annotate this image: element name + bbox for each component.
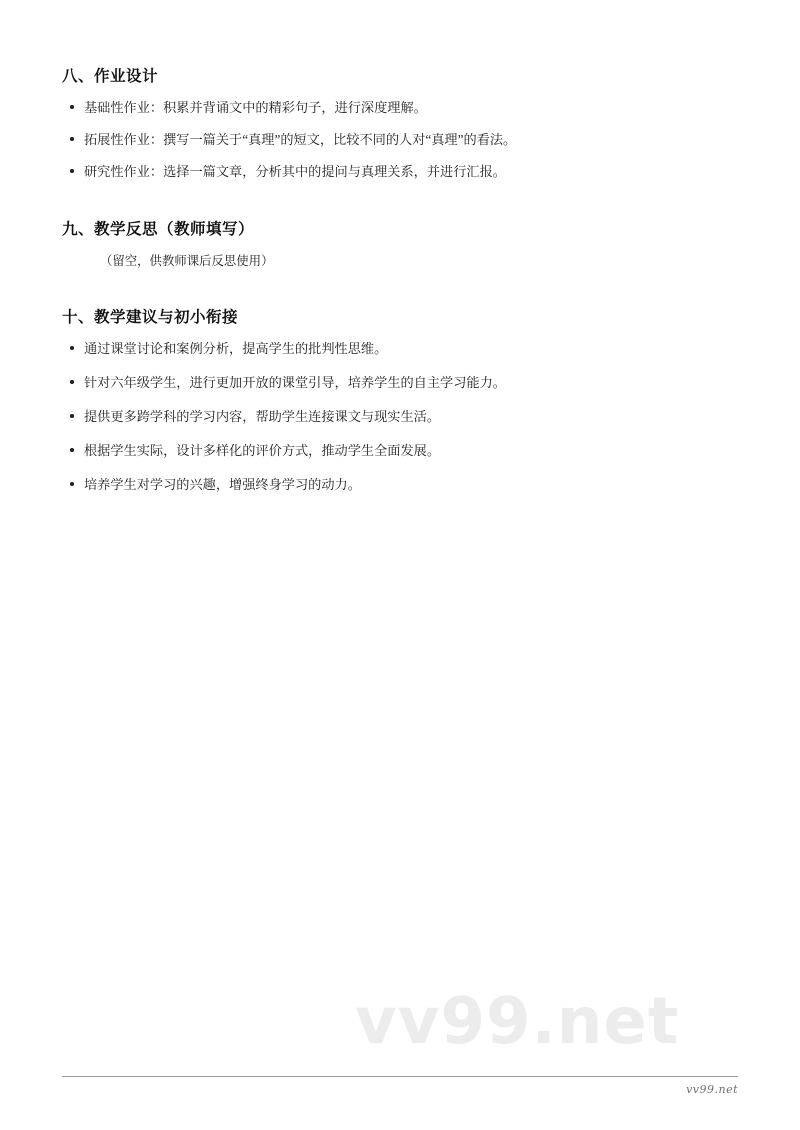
bullet-dot-icon	[70, 448, 74, 452]
list-item	[62, 407, 738, 426]
list-item-text: 研究性作业：选择一篇文章，分析其中的提问与真理关系，并进行汇报。	[84, 164, 506, 180]
list-item	[62, 130, 738, 149]
list-item	[62, 475, 738, 494]
section-teaching-suggestions	[62, 305, 738, 495]
suggestion-list	[62, 339, 738, 495]
bullet-dot-icon	[70, 380, 74, 384]
bullet-dot-icon	[70, 169, 74, 173]
section-homework-design	[62, 64, 738, 181]
list-item-text: 通过课堂讨论和案例分析，提高学生的批判性思维。	[84, 340, 388, 356]
homework-list	[62, 98, 738, 181]
reflection-note: （留空，供教师课后反思使用）	[100, 254, 274, 269]
footer-divider	[62, 1076, 738, 1077]
section-teaching-reflection	[62, 217, 738, 270]
section-title: 九、教学反思（教师填写）	[62, 219, 255, 239]
bullet-dot-icon	[70, 346, 74, 350]
list-item-text: 基础性作业：积累并背诵文中的精彩句子，进行深度理解。	[84, 100, 427, 115]
watermark-text: vv99.net	[355, 985, 680, 1059]
list-item-text: 针对六年级学生，进行更加开放的课堂引导，培养学生的自主学习能力。	[84, 374, 506, 390]
list-item-text: 根据学生实际，设计多样化的评价方式，推动学生全面发展。	[84, 443, 441, 459]
list-item	[62, 339, 738, 358]
list-item	[62, 162, 738, 181]
list-item-text: 提供更多跨学科的学习内容，帮助学生连接课文与现实生活。	[84, 409, 441, 425]
list-item	[62, 373, 738, 392]
page-footer	[62, 1076, 738, 1096]
section-title: 十、教学建议与初小衔接	[62, 306, 239, 326]
list-item-text: 培养学生对学习的兴趣，增强终身学习的动力。	[84, 477, 361, 493]
list-item	[62, 441, 738, 460]
list-item	[62, 98, 738, 117]
bullet-dot-icon	[70, 137, 74, 141]
document-content	[62, 64, 738, 494]
list-item-text: 拓展性作业：撰写一篇关于“真理”的短文，比较不同的人对“真理”的看法。	[84, 132, 517, 148]
section-title: 八、作业设计	[62, 66, 159, 85]
bullet-dot-icon	[70, 482, 74, 486]
footer-text: vv99.net	[686, 1083, 738, 1096]
bullet-dot-icon	[70, 105, 74, 109]
bullet-dot-icon	[70, 414, 74, 418]
